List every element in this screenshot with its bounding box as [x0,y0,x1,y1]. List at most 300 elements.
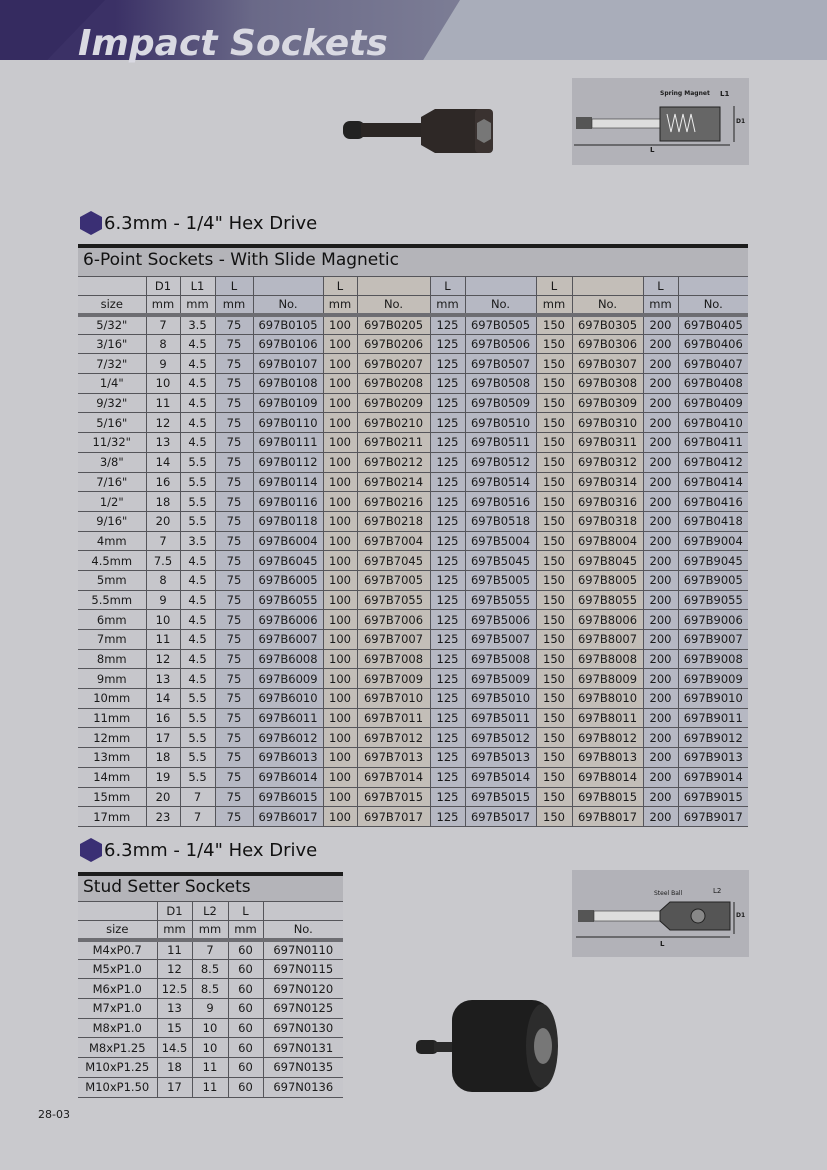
table-row [78,689,748,709]
table-cell: 4.5 [180,433,215,453]
table-cell: 100 [323,807,357,827]
table-cell: 9 [146,354,180,374]
table-cell: 697B5005 [465,570,536,590]
table-cell: 697B9013 [678,748,748,768]
size-cell: 7/16" [78,472,146,492]
table-cell: 11 [146,630,180,650]
table-cell: 100 [323,334,357,354]
table-cell: 697B9005 [678,570,748,590]
table-cell: 697B6011 [253,708,323,728]
table-cell: 75 [215,511,253,531]
column-header: size [78,921,157,940]
table-cell: 75 [215,807,253,827]
table-cell: 697B0116 [253,492,323,512]
table-cell: 100 [323,649,357,669]
column-header: mm [323,296,357,315]
section-heading-hex-drive [80,211,317,235]
table-cell: 4.5 [180,610,215,630]
table-cell: 11 [192,1058,228,1078]
six-point-sockets-table [78,276,748,827]
table-cell: 125 [430,649,465,669]
table-cell: 697B0514 [465,472,536,492]
table-cell: 697B0509 [465,393,536,413]
table-cell: 697B6015 [253,787,323,807]
table-cell: 697B9045 [678,551,748,571]
table-cell: 150 [536,393,572,413]
column-header [572,277,643,296]
table-cell: 13 [146,669,180,689]
table-cell: 100 [323,748,357,768]
table-cell: 200 [643,315,678,335]
table-cell: 4.5 [180,570,215,590]
column-header: mm [157,921,192,940]
table-cell: 697B7017 [357,807,430,827]
column-header: mm [536,296,572,315]
table-cell: 697B7009 [357,669,430,689]
size-cell: M5xP1.0 [78,959,157,979]
table-cell: 125 [430,492,465,512]
table-cell: 125 [430,787,465,807]
table-cell: 60 [228,1058,263,1078]
table-row [78,472,748,492]
table-cell: 20 [146,787,180,807]
table-cell: 60 [228,1038,263,1058]
table-cell: 150 [536,689,572,709]
table-cell: 697B0506 [465,334,536,354]
table-cell: 11 [146,393,180,413]
table-cell: 697B9004 [678,531,748,551]
table-cell: 13 [146,433,180,453]
column-header: No. [253,296,323,315]
table-cell: 697B0412 [678,452,748,472]
table-cell: 697B0516 [465,492,536,512]
table-cell: 697B8004 [572,531,643,551]
table-cell: 697B0209 [357,393,430,413]
table-cell: 125 [430,807,465,827]
table-cell: 697B0105 [253,315,323,335]
table-row [78,959,343,979]
size-cell: 5/32" [78,315,146,335]
table-cell: 200 [643,413,678,433]
table-cell: 697B5008 [465,649,536,669]
table-cell: 125 [430,472,465,492]
size-cell: 9/32" [78,393,146,413]
table-cell: 697N0120 [263,979,343,999]
size-cell: 11mm [78,708,146,728]
table-cell: 7 [180,787,215,807]
table-cell: 16 [146,472,180,492]
table-cell: 697B0212 [357,452,430,472]
table-cell: 200 [643,748,678,768]
column-header [78,902,157,921]
table-cell: 697B9017 [678,807,748,827]
table-cell: 150 [536,807,572,827]
table-cell: 100 [323,472,357,492]
table-cell: 100 [323,708,357,728]
column-header: D1 [146,277,180,296]
table-cell: 697B8009 [572,669,643,689]
size-cell: M10xP1.50 [78,1077,157,1097]
table-row [78,610,748,630]
table-cell: 60 [228,940,263,960]
table-cell: 10 [146,374,180,394]
table-cell: 697B0309 [572,393,643,413]
table-cell: 697B5017 [465,807,536,827]
table-cell: 100 [323,590,357,610]
table-cell: 697N0136 [263,1077,343,1097]
size-cell: M7xP1.0 [78,999,157,1019]
table-cell: 150 [536,531,572,551]
table-cell: 200 [643,354,678,374]
magnetic-socket-photo [335,95,510,165]
table-cell: 697B5004 [465,531,536,551]
table-cell: 5.5 [180,472,215,492]
table-cell: 5.5 [180,452,215,472]
table-cell: 697B0507 [465,354,536,374]
table-cell: 697B0108 [253,374,323,394]
table-cell: 697B0406 [678,334,748,354]
table-cell: 60 [228,1077,263,1097]
table-cell: 697B0210 [357,413,430,433]
table-cell: 697B8006 [572,610,643,630]
table-cell: 697B5013 [465,748,536,768]
table-cell: 697B8012 [572,728,643,748]
size-cell: 6mm [78,610,146,630]
table-cell: 3.5 [180,531,215,551]
table-cell: 697N0110 [263,940,343,960]
table-cell: 697B5045 [465,551,536,571]
table-row [78,393,748,413]
table-cell: 697B8007 [572,630,643,650]
table-cell: 697B6014 [253,767,323,787]
table-cell: 100 [323,551,357,571]
table-cell: 23 [146,807,180,827]
page-number: 28-03 [38,1108,70,1121]
table-cell: 125 [430,393,465,413]
table-cell: 5.5 [180,492,215,512]
table-cell: 697B0205 [357,315,430,335]
table-cell: 125 [430,433,465,453]
table-cell: 697B8045 [572,551,643,571]
table-cell: 125 [430,590,465,610]
table-cell: 200 [643,728,678,748]
table-cell: 75 [215,748,253,768]
table-cell: 125 [430,511,465,531]
table-cell: 5.5 [180,511,215,531]
column-header: No. [357,296,430,315]
table-cell: 697B0107 [253,354,323,374]
size-cell: 14mm [78,767,146,787]
stud-setter-diagram [572,870,749,957]
table-cell: 200 [643,334,678,354]
table-row [78,979,343,999]
size-cell: M10xP1.25 [78,1058,157,1078]
table-cell: 75 [215,492,253,512]
table-cell: 100 [323,669,357,689]
column-header: mm [146,296,180,315]
table-cell: 697B8014 [572,767,643,787]
table-row [78,748,748,768]
table-cell: 5.5 [180,767,215,787]
table-cell: 18 [146,748,180,768]
column-header: mm [180,296,215,315]
table-row [78,649,748,669]
table-cell: 200 [643,689,678,709]
table-cell: 100 [323,610,357,630]
table-cell: 100 [323,767,357,787]
table-cell: 697B0305 [572,315,643,335]
table-cell: 75 [215,610,253,630]
table-cell: 697B9009 [678,669,748,689]
table-cell: 200 [643,590,678,610]
header-row-units [78,921,343,940]
stud-setter-socket-photo [412,990,567,1100]
table-cell: 150 [536,728,572,748]
stud-setter-sockets-table [78,901,343,1098]
table-cell: 697B9012 [678,728,748,748]
table-cell: 697B7011 [357,708,430,728]
table-cell: 697B0109 [253,393,323,413]
column-header [263,902,343,921]
table-row [78,807,748,827]
table-cell: 697B6013 [253,748,323,768]
column-header: L [323,277,357,296]
table-cell: 697B5014 [465,767,536,787]
table-cell: 75 [215,452,253,472]
table-cell: 697B8017 [572,807,643,827]
table-cell: 200 [643,492,678,512]
table-cell: 200 [643,787,678,807]
table-cell: 697B0318 [572,511,643,531]
table-cell: 697B0316 [572,492,643,512]
table-cell: 150 [536,334,572,354]
table-cell: 697B6055 [253,590,323,610]
size-cell: 1/4" [78,374,146,394]
table-cell: 125 [430,610,465,630]
column-header: L [228,902,263,921]
column-header: D1 [157,902,192,921]
table-cell: 697B5011 [465,708,536,728]
table-cell: 75 [215,551,253,571]
table-cell: 8.5 [192,959,228,979]
table-cell: 100 [323,570,357,590]
table-cell: 200 [643,472,678,492]
size-cell: 5mm [78,570,146,590]
table-cell: 697B7008 [357,649,430,669]
table-cell: 75 [215,413,253,433]
size-cell: 4.5mm [78,551,146,571]
column-header: No. [465,296,536,315]
column-header: mm [228,921,263,940]
table-cell: 100 [323,354,357,374]
table-cell: 697B8005 [572,570,643,590]
table-cell: 100 [323,787,357,807]
table-cell: 75 [215,334,253,354]
table-cell: 75 [215,630,253,650]
d1-label: D1 [736,118,746,125]
table-cell: 697B0416 [678,492,748,512]
table-cell: 697B0211 [357,433,430,453]
table-cell: 697B5009 [465,669,536,689]
l-label: L [660,940,665,948]
table-cell: 697B0518 [465,511,536,531]
size-cell: M8xP1.0 [78,1018,157,1038]
table-cell: 697B0508 [465,374,536,394]
table-cell: 100 [323,630,357,650]
table-cell: 697B0206 [357,334,430,354]
table-cell: 4.5 [180,630,215,650]
table-cell: 19 [146,767,180,787]
table-cell: 125 [430,334,465,354]
size-cell: M6xP1.0 [78,979,157,999]
table-cell: 697B5012 [465,728,536,748]
table-cell: 697B7004 [357,531,430,551]
table-cell: 200 [643,767,678,787]
table-cell: 150 [536,315,572,335]
table-cell: 697B7007 [357,630,430,650]
table-row [78,452,748,472]
l-label: L [650,146,655,154]
table-cell: 125 [430,570,465,590]
table-cell: 697B9008 [678,649,748,669]
table-cell: 697B9011 [678,708,748,728]
table-cell: 125 [430,689,465,709]
table-row [78,999,343,1019]
table-cell: 5.5 [180,708,215,728]
table-cell: 75 [215,728,253,748]
table-row [78,940,343,960]
table-cell: 7.5 [146,551,180,571]
table-cell: 200 [643,374,678,394]
hexagon-icon [80,838,102,862]
table-cell: 697B0510 [465,413,536,433]
size-cell: 5.5mm [78,590,146,610]
table-cell: 4.5 [180,374,215,394]
table-cell: 697B7006 [357,610,430,630]
table-cell: 125 [430,748,465,768]
table-cell: 697B0207 [357,354,430,374]
table-cell: 697B8010 [572,689,643,709]
table-row [78,669,748,689]
spring-magnet-label: Spring Magnet [660,90,710,97]
magnetic-socket-diagram [572,78,749,165]
table-cell: 200 [643,433,678,453]
hexagon-icon [80,211,102,235]
column-header: mm [192,921,228,940]
size-cell: 1/2" [78,492,146,512]
table-cell: 18 [157,1058,192,1078]
table-row [78,728,748,748]
table-cell: 697B6010 [253,689,323,709]
table-cell: 150 [536,708,572,728]
size-cell: 4mm [78,531,146,551]
column-header: size [78,296,146,315]
table-cell: 697B0307 [572,354,643,374]
column-header: L [430,277,465,296]
table-row [78,315,748,335]
column-header: L [215,277,253,296]
table-cell: 100 [323,511,357,531]
table-row [78,767,748,787]
table-cell: 100 [323,374,357,394]
table-cell: 697B7012 [357,728,430,748]
table-cell: 697B0218 [357,511,430,531]
table-cell: 697N0125 [263,999,343,1019]
table-cell: 125 [430,531,465,551]
table-row [78,531,748,551]
table-cell: 150 [536,492,572,512]
table-cell: 697B0511 [465,433,536,453]
column-header: mm [430,296,465,315]
table-cell: 7 [192,940,228,960]
table-cell: 8 [146,334,180,354]
table-cell: 697B0405 [678,315,748,335]
table-cell: 697B0106 [253,334,323,354]
table-cell: 125 [430,452,465,472]
table-cell: 16 [146,708,180,728]
table-cell: 9 [146,590,180,610]
table-row [78,374,748,394]
column-header [678,277,748,296]
table-cell: 75 [215,433,253,453]
table-cell: 697B8055 [572,590,643,610]
table-cell: 697B7010 [357,689,430,709]
table-cell: 697B6009 [253,669,323,689]
table-cell: 11 [157,940,192,960]
table-cell: 200 [643,393,678,413]
table-cell: 150 [536,452,572,472]
table-row [78,551,748,571]
table-cell: 150 [536,413,572,433]
table-cell: 697B7005 [357,570,430,590]
size-cell: 10mm [78,689,146,709]
section-heading-text: 6.3mm - 1/4" Hex Drive [104,212,318,234]
table-cell: 150 [536,630,572,650]
table-cell: 20 [146,511,180,531]
table-cell: 697B8008 [572,649,643,669]
table-cell: 697B7013 [357,748,430,768]
table-row [78,433,748,453]
table-row [78,1018,343,1038]
table-cell: 697B9010 [678,689,748,709]
table-cell: 200 [643,452,678,472]
size-cell: M8xP1.25 [78,1038,157,1058]
table-row [78,1038,343,1058]
column-header: No. [263,921,343,940]
table-cell: 12 [157,959,192,979]
table-cell: 8.5 [192,979,228,999]
table-cell: 4.5 [180,354,215,374]
table-cell: 7 [146,531,180,551]
table-cell: 697B0311 [572,433,643,453]
table-cell: 4.5 [180,551,215,571]
table-cell: 697B5055 [465,590,536,610]
table-cell: 75 [215,590,253,610]
column-header: mm [215,296,253,315]
table-cell: 697B0114 [253,472,323,492]
table-row [78,708,748,728]
table-cell: 12 [146,649,180,669]
table-cell: 8 [146,570,180,590]
table-cell: 697B0216 [357,492,430,512]
column-header [253,277,323,296]
size-cell: 9mm [78,669,146,689]
table-cell: 697B6006 [253,610,323,630]
table-cell: 697B8011 [572,708,643,728]
table-cell: 60 [228,999,263,1019]
table-cell: 697N0131 [263,1038,343,1058]
table-cell: 697B9014 [678,767,748,787]
